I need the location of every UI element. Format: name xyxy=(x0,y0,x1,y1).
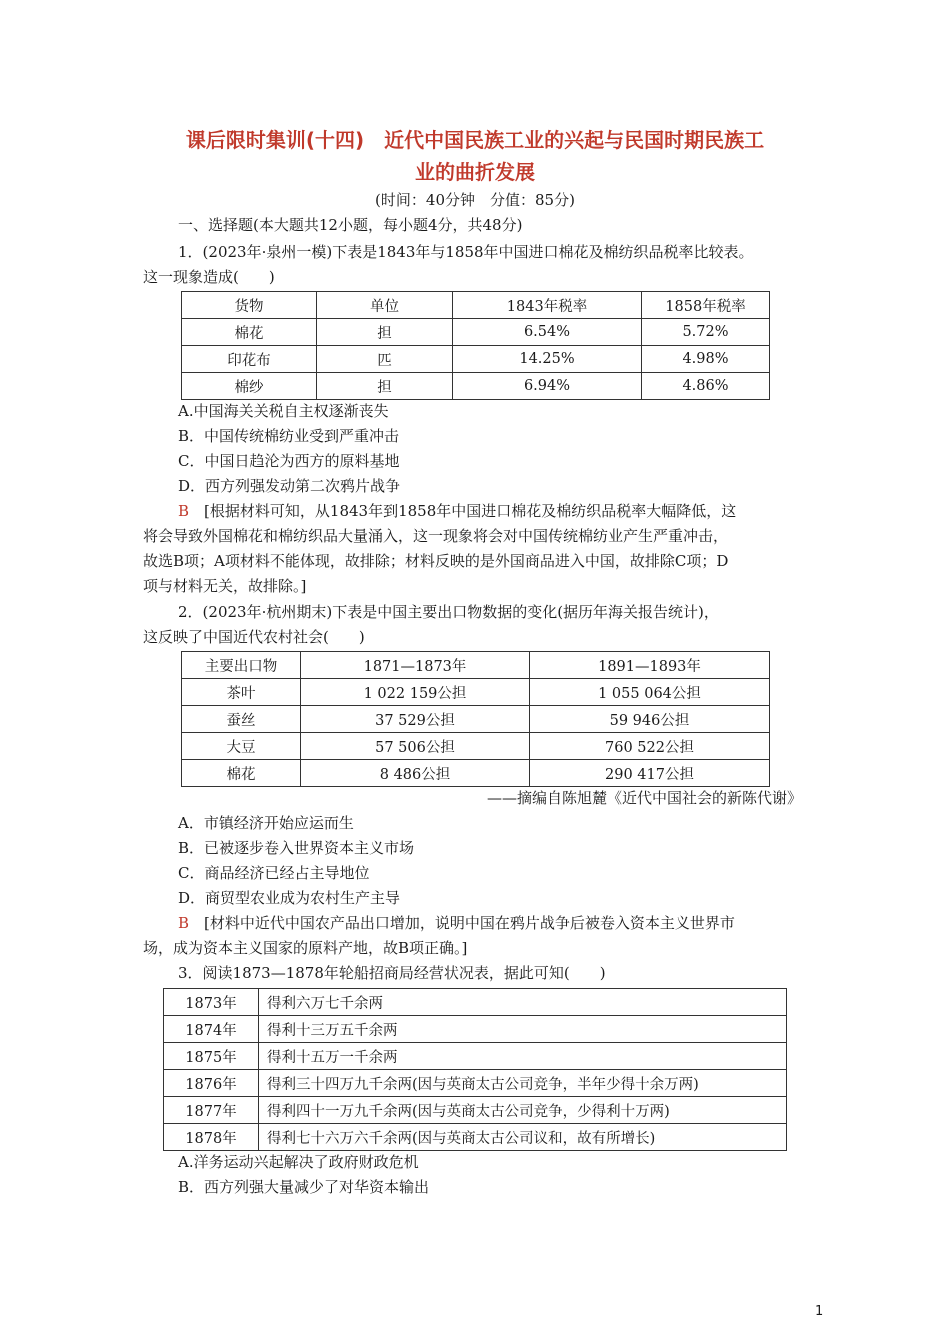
table-cell: 匹 xyxy=(317,346,453,373)
table-cell: 37 529公担 xyxy=(301,706,530,733)
table-cell: 得利七十六万六千余两(因与英商太古公司议和，故有所增长) xyxy=(259,1124,787,1151)
table-row xyxy=(164,1070,787,1097)
q2-option-a: A．市镇经济开始应运而生 xyxy=(178,814,354,832)
table-cell: 得利三十四万九千余两(因与英商太古公司竞争，半年少得十余万两) xyxy=(259,1070,787,1097)
table-row xyxy=(182,760,770,787)
table-row xyxy=(182,346,770,373)
q1-stem-line2: 这一现象造成( ) xyxy=(143,268,275,286)
table-cell: 茶叶 xyxy=(182,679,301,706)
table-cell: 4.98% xyxy=(642,346,770,373)
table-cell: 担 xyxy=(317,373,453,400)
table-row xyxy=(182,679,770,706)
table-cell: 棉花 xyxy=(182,760,301,787)
table-cell: 4.86% xyxy=(642,373,770,400)
q1-explanation-line1: B [根据材料可知，从1843年到1858年中国进口棉花及棉纺织品税率大幅降低，这 xyxy=(178,502,737,520)
table-cell: 得利六万七千余两 xyxy=(259,989,787,1016)
table-cell: 14.25% xyxy=(453,346,642,373)
table-row xyxy=(164,1016,787,1043)
table-cell: 得利十五万一千余两 xyxy=(259,1043,787,1070)
table-header-cell: 主要出口物 xyxy=(182,652,301,679)
q2-source-citation: ——摘编自陈旭麓《近代中国社会的新陈代谢》 xyxy=(486,789,802,807)
exam-meta: (时间：40分钟 分值：85分) xyxy=(375,191,575,209)
q1-explanation-line2: 将会导致外国棉花和棉纺织品大量涌入，这一现象将会对中国传统棉纺业产生严重冲击， xyxy=(143,527,729,545)
table-row xyxy=(164,1124,787,1151)
q2-option-d: D．商贸型农业成为农村生产主导 xyxy=(178,889,401,907)
table-cell: 1875年 xyxy=(164,1043,259,1070)
table-cell: 290 417公担 xyxy=(530,760,770,787)
section-heading: 一、选择题(本大题共12小题，每小题4分，共48分) xyxy=(178,216,523,234)
q1-option-a: A.中国海关关税自主权逐渐丧失 xyxy=(178,402,389,420)
title-line-2: 业的曲折发展 xyxy=(415,160,535,184)
table-header-cell: 1891—1893年 xyxy=(530,652,770,679)
q2-option-b: B．已被逐步卷入世界资本主义市场 xyxy=(178,839,415,857)
table-cell: 棉纱 xyxy=(182,373,317,400)
table-row xyxy=(182,319,770,346)
q2-table xyxy=(181,651,770,787)
table-cell: 印花布 xyxy=(182,346,317,373)
table-row xyxy=(164,989,787,1016)
table-cell: 1877年 xyxy=(164,1097,259,1124)
q3-option-a: A.洋务运动兴起解决了政府财政危机 xyxy=(178,1153,419,1171)
q1-option-c: C．中国日趋沦为西方的原料基地 xyxy=(178,452,400,470)
table-cell: 1873年 xyxy=(164,989,259,1016)
table-cell: 1 055 064公担 xyxy=(530,679,770,706)
q2-stem-line1: 2．(2023年·杭州期末)下表是中国主要出口物数据的变化(据历年海关报告统计)， xyxy=(178,603,719,621)
table-cell: 6.94% xyxy=(453,373,642,400)
table-cell: 5.72% xyxy=(642,319,770,346)
table-cell: 担 xyxy=(317,319,453,346)
q2-explanation-line1: B [材料中近代中国农产品出口增加，说明中国在鸦片战争后被卷入资本主义世界市 xyxy=(178,914,735,932)
table-cell: 8 486公担 xyxy=(301,760,530,787)
table-cell: 1874年 xyxy=(164,1016,259,1043)
q3-option-b: B．西方列强大量减少了对华资本输出 xyxy=(178,1178,430,1196)
table-row xyxy=(164,1097,787,1124)
q3-table xyxy=(163,988,787,1151)
q2-answer: B xyxy=(178,914,190,932)
q1-answer: B xyxy=(178,502,190,520)
q3-stem: 3．阅读1873—1878年轮船招商局经营状况表，据此可知( ) xyxy=(178,964,606,982)
table-header-row xyxy=(182,652,770,679)
q1-explanation-line3: 故选B项；A项材料不能体现，故排除；材料反映的是外国商品进入中国，故排除C项；D xyxy=(143,552,729,570)
table-cell: 得利十三万五千余两 xyxy=(259,1016,787,1043)
table-header-cell: 1843年税率 xyxy=(453,292,642,319)
page-title xyxy=(120,124,830,188)
q2-option-c: C．商品经济已经占主导地位 xyxy=(178,864,370,882)
table-header-cell: 单位 xyxy=(317,292,453,319)
q2-stem-line2: 这反映了中国近代农村社会( ) xyxy=(143,628,365,646)
table-row xyxy=(182,733,770,760)
table-cell: 1876年 xyxy=(164,1070,259,1097)
table-cell: 1 022 159公担 xyxy=(301,679,530,706)
table-header-cell: 1871—1873年 xyxy=(301,652,530,679)
table-cell: 棉花 xyxy=(182,319,317,346)
table-header-cell: 货物 xyxy=(182,292,317,319)
q1-table xyxy=(181,291,770,400)
q2-explanation-line2: 场，成为资本主义国家的原料产地，故B项正确。] xyxy=(143,939,468,957)
table-row xyxy=(182,373,770,400)
table-row xyxy=(182,706,770,733)
table-cell: 57 506公担 xyxy=(301,733,530,760)
q1-option-b: B．中国传统棉纺业受到严重冲击 xyxy=(178,427,400,445)
page-number: 1 xyxy=(815,1304,824,1319)
title-line-1: 课后限时集训(十四) 近代中国民族工业的兴起与民国时期民族工 xyxy=(185,128,765,152)
table-cell: 6.54% xyxy=(453,319,642,346)
table-cell: 59 946公担 xyxy=(530,706,770,733)
table-cell: 760 522公担 xyxy=(530,733,770,760)
table-cell: 1878年 xyxy=(164,1124,259,1151)
q1-stem-line1: 1．(2023年·泉州一模)下表是1843年与1858年中国进口棉花及棉纺织品税率比较表。 xyxy=(178,243,754,261)
table-header-row xyxy=(182,292,770,319)
table-cell: 蚕丝 xyxy=(182,706,301,733)
q1-option-d: D．西方列强发动第二次鸦片战争 xyxy=(178,477,401,495)
q1-explanation-line4: 项与材料无关，故排除。] xyxy=(143,577,307,595)
table-cell: 得利四十一万九千余两(因与英商太古公司竞争，少得利十万两) xyxy=(259,1097,787,1124)
table-row xyxy=(164,1043,787,1070)
table-cell: 大豆 xyxy=(182,733,301,760)
table-header-cell: 1858年税率 xyxy=(642,292,770,319)
